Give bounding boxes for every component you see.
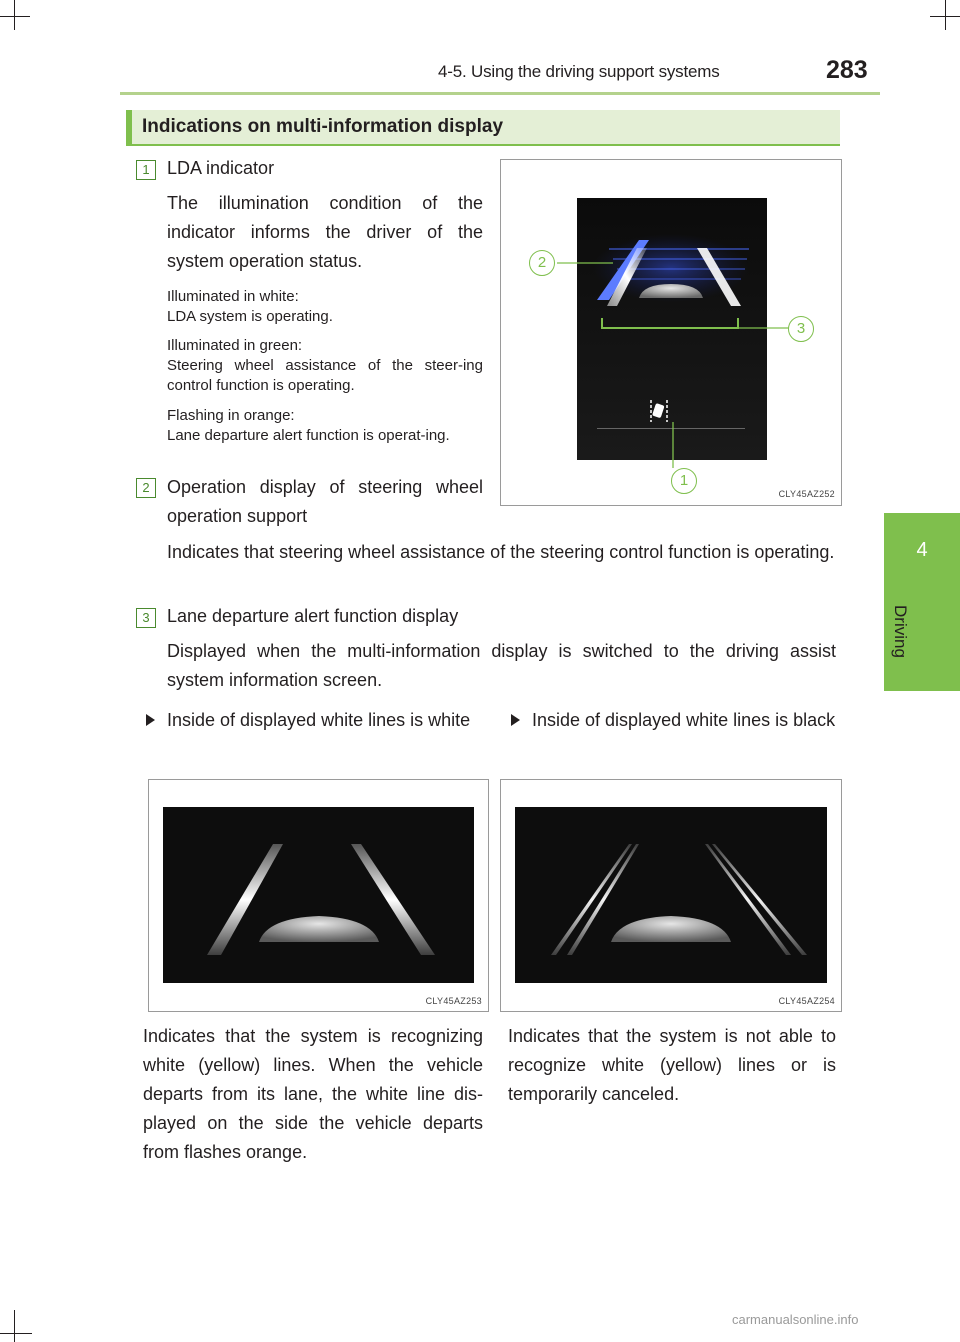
column-heading: Inside of displayed white lines is white [167, 710, 471, 730]
state-text: Lane departure alert function is operat-ing. [167, 427, 450, 444]
figure-code: CLY45AZ252 [778, 489, 835, 499]
callout-badge: 1 [671, 468, 697, 494]
crop-mark [14, 0, 15, 30]
item-title: LDA indicator [167, 158, 275, 178]
state-text: LDA system is operating. [167, 308, 333, 325]
figure-code: CLY45AZ253 [425, 996, 482, 1006]
item-description: Displayed when the multi-information display is switched to the driving assist system information screen. [167, 641, 836, 690]
item-number-badge: 2 [136, 478, 156, 498]
item-title: Lane departure alert function display [167, 606, 459, 626]
header-section-title: 4-5. Using the driving support systems [438, 62, 720, 81]
figure-black-inside [500, 779, 842, 1012]
section-heading [126, 110, 840, 146]
header-rule [120, 92, 880, 95]
crop-mark [945, 0, 946, 30]
state-block [167, 336, 483, 396]
footer-site-watermark: carmanualsonline.info [732, 1312, 859, 1327]
callout-badge: 3 [788, 316, 814, 342]
chapter-number: 4 [916, 539, 928, 561]
arrow-bullet-icon [511, 714, 520, 726]
crop-mark [14, 1310, 15, 1342]
item-title: Operation display of steering wheel operation support [167, 477, 483, 526]
state-text: Steering wheel assistance of the steer-ing control function is operating. [167, 357, 483, 394]
item-number-badge: 3 [136, 608, 156, 628]
column-description: Indicates that the system is not able to recognize white (yellow) lines or is temporarily canceled. [508, 1026, 836, 1104]
crop-mark [0, 1333, 32, 1334]
item-description: Indicates that steering wheel assistance of the steering control function is operating. [167, 542, 835, 562]
state-label: Flashing in orange: [167, 407, 295, 424]
column-description: Indicates that the system is recognizing white (yellow) lines. When the vehicle departs from its lane, the white line dis-played on the side the vehicle departs from flashes orange. [143, 1026, 483, 1162]
figure-white-inside [148, 779, 489, 1012]
crop-mark [0, 16, 30, 17]
lane-display-illustration [149, 780, 488, 1011]
state-block [167, 287, 483, 327]
item-number-badge: 1 [136, 160, 156, 180]
display-screen [515, 807, 827, 983]
state-label: Illuminated in white: [167, 288, 299, 305]
section-heading-text: Indications on multi-information display [142, 116, 504, 137]
display-screen [163, 807, 474, 983]
arrow-bullet-icon [146, 714, 155, 726]
figure-multi-information-display [500, 159, 842, 506]
chapter-label: Driving [891, 605, 910, 658]
state-block [167, 406, 483, 446]
callout-badge: 2 [529, 250, 555, 276]
figure-code: CLY45AZ254 [778, 996, 835, 1006]
state-label: Illuminated in green: [167, 337, 303, 354]
item-description: The illumination condition of the indicator informs the driver of the system operation status. [167, 193, 483, 271]
lane-display-illustration [501, 780, 841, 1011]
crop-mark [930, 16, 960, 17]
chapter-tab [884, 513, 960, 691]
page-number: 283 [826, 56, 868, 84]
column-heading: Inside of displayed white lines is black [532, 710, 836, 730]
